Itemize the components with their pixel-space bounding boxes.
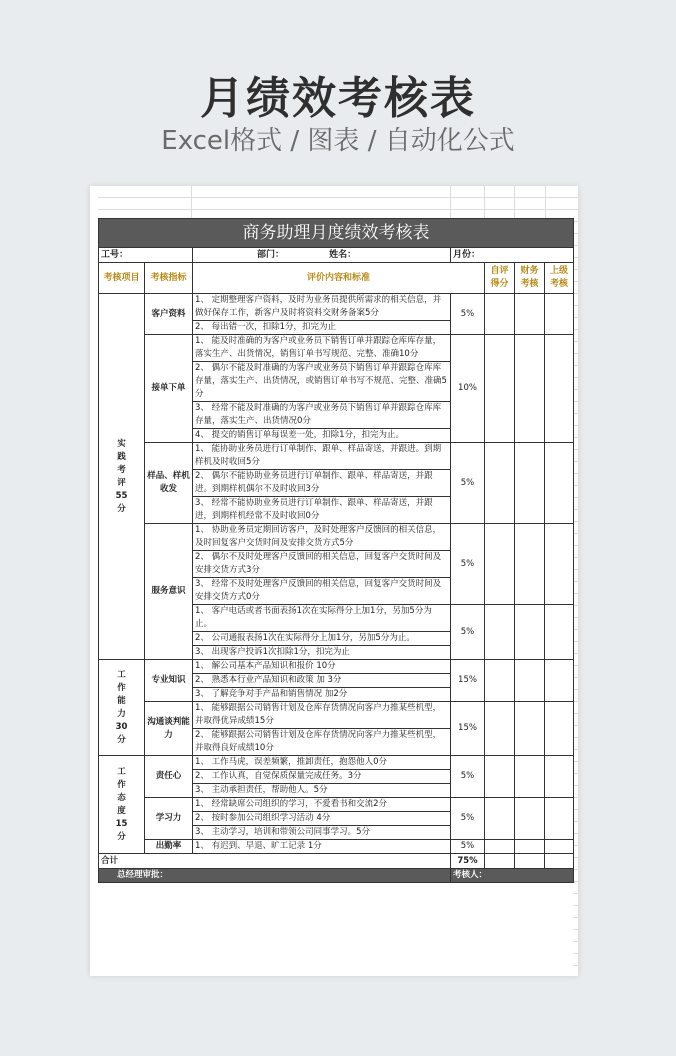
score-cell[interactable] — [485, 524, 515, 605]
col-finance-score: 财务考核 — [515, 263, 545, 294]
indicator-attendance: 出勤率 — [145, 840, 193, 854]
weight-cell: 5% — [451, 840, 485, 854]
col-criteria: 评价内容和标准 — [193, 263, 485, 294]
dept-name-labels — [193, 248, 451, 263]
section-attitude: 工作态度15分 — [99, 756, 145, 854]
spreadsheet-preview — [90, 186, 578, 976]
section-ability: 工作能力30分 — [99, 660, 145, 756]
score-cell[interactable] — [485, 756, 515, 798]
score-cell[interactable] — [515, 335, 545, 443]
score-cell[interactable] — [545, 605, 574, 660]
score-cell[interactable] — [485, 854, 515, 869]
section-practice: 实践考评55分 — [99, 294, 145, 660]
criteria-cell: 2、 偶尔不能协助业务员进行订单制作、跟单、样品寄送，并跟进。到期样机偶尔不及时收回3分 — [193, 470, 451, 497]
criteria-cell: 2、 熟悉本行业产品知识和政策 加 3分 — [193, 674, 451, 688]
criteria-cell: 1、 能够跟据公司销售计划及仓库存货情况向客户力推某些机型，并取得优异成绩15分 — [193, 702, 451, 729]
criteria-cell: 2、 偶尔不及时处理客户反馈回的相关信息，回复客户交货时间及安排交货方式3分 — [193, 551, 451, 578]
score-cell[interactable] — [515, 660, 545, 702]
criteria-cell: 2、 按时参加公司组织学习活动 4分 — [193, 812, 451, 826]
criteria-cell: 2、 偶尔不能及时准确的为客户或业务员下销售订单并跟踪仓库库存量，落实生产、出货情况，或销售订单书写不规范、完整、准确5分 — [193, 362, 451, 402]
criteria-cell: 1、 解公司基本产品知识和报价 10分 — [193, 660, 451, 674]
weight-cell: 5% — [451, 524, 485, 605]
col-superior-score: 上级考核 — [545, 263, 574, 294]
score-cell[interactable] — [485, 660, 515, 702]
score-cell[interactable] — [515, 840, 545, 854]
score-cell[interactable] — [515, 854, 545, 869]
indicator-responsibility: 责任心 — [145, 756, 193, 798]
subtitle: Excel格式 / 图表 / 自动化公式 — [161, 126, 515, 156]
score-cell[interactable] — [515, 798, 545, 840]
score-cell[interactable] — [545, 702, 574, 756]
month-label: 月份： — [451, 248, 574, 263]
indicator-negotiation: 沟通谈判能力 — [145, 702, 193, 756]
work-no-label: 工号： — [99, 248, 193, 263]
weight-cell: 5% — [451, 605, 485, 660]
criteria-cell: 2、 能够跟据公司销售计划及仓库存货情况向客户力推某些机型，并取得良好成绩10分 — [193, 729, 451, 756]
criteria-cell: 3、 经常不能协助业务员进行订单制作、跟单、样品寄送，并跟进，到期样机经常不及时收回0分 — [193, 497, 451, 524]
score-cell[interactable] — [485, 443, 515, 524]
weight-cell: 5% — [451, 294, 485, 335]
criteria-cell: 1、 协助业务员定期回访客户，及时处理客户反馈回的相关信息，及时回复客户交货时间及安排交货方式5分 — [193, 524, 451, 551]
criteria-cell: 1、 工作马虎，误差频繁，推卸责任，抱怨他人0分 — [193, 756, 451, 770]
score-cell[interactable] — [545, 840, 574, 854]
score-cell[interactable] — [515, 294, 545, 335]
criteria-cell: 1、 经常缺席公司组织的学习，不爱看书和交流2分 — [193, 798, 451, 812]
criteria-cell: 3、 主动承担责任，帮助他人。5分 — [193, 784, 451, 798]
criteria-cell: 1、 有迟到、早退、旷工记录 1分 — [193, 840, 451, 854]
score-cell[interactable] — [485, 798, 515, 840]
score-cell[interactable] — [515, 605, 545, 660]
weight-cell: 15% — [451, 702, 485, 756]
score-cell[interactable] — [515, 756, 545, 798]
score-cell[interactable] — [485, 294, 515, 335]
weight-cell: 5% — [451, 798, 485, 840]
criteria-cell: 3、 经常不能及时准确的为客户或业务员下销售订单并跟踪仓库库存量，落实生产、出货情况0分 — [193, 402, 451, 429]
indicator-knowledge: 专业知识 — [145, 660, 193, 702]
dept-label: 部门： — [257, 249, 285, 260]
score-cell[interactable] — [545, 854, 574, 869]
score-cell[interactable] — [545, 335, 574, 443]
criteria-cell: 1、 客户电话或者书面表扬1次在实际得分上加1分，另加5分为止。 — [193, 605, 451, 632]
criteria-cell: 3、 经常不及时处理客户反馈回的相关信息，回复客户交货时间及安排交货方式0分 — [193, 578, 451, 605]
criteria-cell: 4、 提交的销售订单每误差一处，扣除1分，扣完为止。 — [193, 429, 451, 443]
criteria-cell: 1、 定期整理客户资料，及时为业务员提供所需求的相关信息，并做好保存工作，新客户及时将资料交财务备案5分 — [193, 294, 451, 321]
assessor-label: 考核人： — [451, 869, 574, 883]
score-cell[interactable] — [485, 702, 515, 756]
score-cell[interactable] — [515, 443, 545, 524]
score-cell[interactable] — [545, 294, 574, 335]
score-cell[interactable] — [545, 443, 574, 524]
score-cell[interactable] — [515, 702, 545, 756]
score-cell[interactable] — [515, 524, 545, 605]
form-title: 商务助理月度绩效考核表 — [99, 219, 574, 248]
criteria-cell: 1、 能及时准确的为客户或业务员下销售订单并跟踪仓库库存量，落实生产、出货情况，销售订单书写规范、完整、准确10分 — [193, 335, 451, 362]
spreadsheet-gridlines — [98, 186, 578, 220]
weight-cell: 5% — [451, 756, 485, 798]
weight-cell: 10% — [451, 335, 485, 443]
score-cell[interactable] — [545, 660, 574, 702]
criteria-cell: 3、 出现客户投诉1次扣除1分，扣完为止 — [193, 646, 451, 660]
col-self-score: 自评得分 — [485, 263, 515, 294]
total-value: 75% — [451, 854, 485, 869]
score-cell[interactable] — [545, 756, 574, 798]
weight-cell: 5% — [451, 443, 485, 524]
score-cell[interactable] — [545, 798, 574, 840]
appraisal-table — [98, 218, 574, 883]
score-cell[interactable] — [485, 605, 515, 660]
criteria-cell: 2、 工作认真，自觉保质保量完成任务。3分 — [193, 770, 451, 784]
score-cell[interactable] — [545, 524, 574, 605]
indicator-customer-data: 客户资料 — [145, 294, 193, 335]
indicator-sample: 样品、样机收发 — [145, 443, 193, 524]
indicator-order: 接单下单 — [145, 335, 193, 443]
indicator-service: 服务意识 — [145, 524, 193, 660]
criteria-cell: 2、 每出错一次，扣除1分，扣完为止 — [193, 321, 451, 335]
col-project: 考核项目 — [99, 263, 145, 294]
criteria-cell: 2、 公司通报表扬1次在实际得分上加1分，另加5分为止。 — [193, 632, 451, 646]
total-label: 合计 — [99, 854, 451, 869]
criteria-cell: 3、 主动学习，培训和带领公司同事学习。5分 — [193, 826, 451, 840]
indicator-learning: 学习力 — [145, 798, 193, 840]
name-label: 姓名： — [329, 249, 357, 260]
criteria-cell: 1、 能协助业务员进行订单制作、跟单、样品寄送，并跟进。到期样机及时收回5分 — [193, 443, 451, 470]
main-title: 月绩效考核表 — [200, 73, 476, 124]
score-cell[interactable] — [485, 335, 515, 443]
gm-approval-label: 总经理审批： — [99, 869, 451, 883]
score-cell[interactable] — [485, 840, 515, 854]
col-indicator: 考核指标 — [145, 263, 193, 294]
weight-cell: 15% — [451, 660, 485, 702]
criteria-cell: 3、 了解竞争对手产品和销售情况 加2分 — [193, 688, 451, 702]
